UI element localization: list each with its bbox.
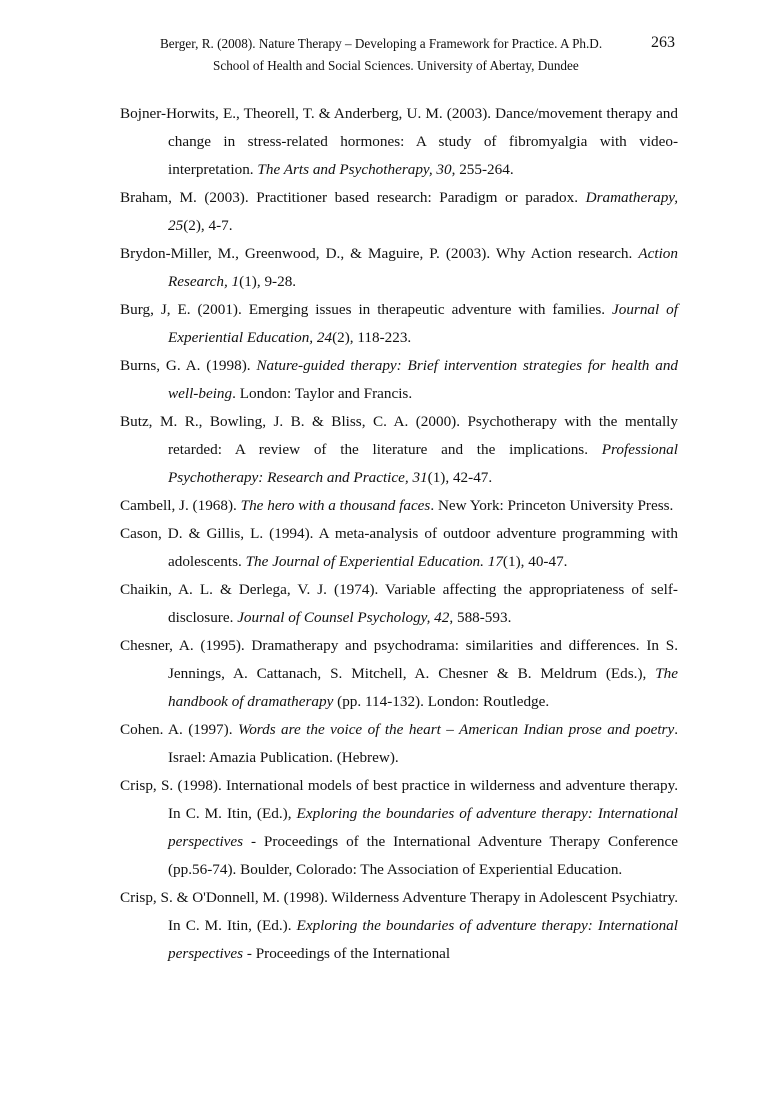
reference-entry: Braham, M. (2003). Practitioner based research: Paradigm or paradox. Dramatherapy, 25(2), 4-7. (120, 189, 678, 234)
reference-entry: Burns, G. A. (1998). Nature-guided therapy: Brief intervention strategies for health and well-being. London: Taylor and Francis. (120, 357, 679, 402)
reference-list (120, 100, 678, 968)
page-number: 263 (651, 34, 675, 51)
running-header-institution: School of Health and Social Sciences. University of Abertay, Dundee (213, 58, 579, 73)
reference-entry: Bojner-Horwits, E., Theorell, T. & Anderberg, U. M. (2003). Dance/movement therapy and change in stress-related hormones: A study of fibromyalgia with video-interpretation. The Arts and Psychotherapy, 30, 255-264. (120, 105, 678, 178)
reference-entry: Burg, J, E. (2001). Emerging issues in therapeutic adventure with families. Journal of Experiential Education, 24(2), 118-223. (120, 301, 678, 346)
reference-entry: Butz, M. R., Bowling, J. B. & Bliss, C. A. (2000). Psychotherapy with the mentally retarded: A review of the literature and the implications. Professional Psychotherapy: Research and Practice, 31(1), 42-47. (120, 413, 678, 486)
reference-entry: Chaikin, A. L. & Derlega, V. J. (1974). Variable affecting the appropriateness of self-disclosure. Journal of Counsel Psychology, 42, 588-593. (120, 581, 678, 626)
running-header-citation: Berger, R. (2008). Nature Therapy – Developing a Framework for Practice. A Ph.D. (160, 36, 603, 51)
reference-entry: Cohen. A. (1997). Words are the voice of the heart – American Indian prose and poetry. Israel: Amazia Publication. (Hebrew). (120, 721, 678, 766)
page-header (0, 34, 761, 80)
reference-entry: Crisp, S. (1998). International models of best practice in wilderness and adventure therapy. In C. M. Itin, (Ed.), Exploring the boundaries of adventure therapy: International perspectives - Proceedings of the International Adventure Therapy Conference (pp.56-74). Boulder, Colorado: The Association of Experiential Education. (120, 777, 678, 878)
reference-entry: Cambell, J. (1968). The hero with a thousand faces. New York: Princeton University Press. (120, 497, 674, 514)
reference-entry: Chesner, A. (1995). Dramatherapy and psychodrama: similarities and differences. In S. Jennings, A. Cattanach, S. Mitchell, A. Chesner & B. Meldrum (Eds.), The handbook of dramatherapy (pp. 114-132). London: Routledge. (120, 637, 678, 710)
reference-entry: Crisp, S. & O'Donnell, M. (1998). Wilderness Adventure Therapy in Adolescent Psychiatry. In C. M. Itin, (Ed.). Exploring the boundaries of adventure therapy: International perspectives - Proceedings of the International (120, 889, 678, 962)
reference-entry: Cason, D. & Gillis, L. (1994). A meta-analysis of outdoor adventure programming with adolescents. The Journal of Experiential Education. 17(1), 40-47. (120, 525, 678, 570)
reference-entry: Brydon-Miller, M., Greenwood, D., & Maguire, P. (2003). Why Action research. Action Research, 1(1), 9-28. (120, 245, 678, 290)
